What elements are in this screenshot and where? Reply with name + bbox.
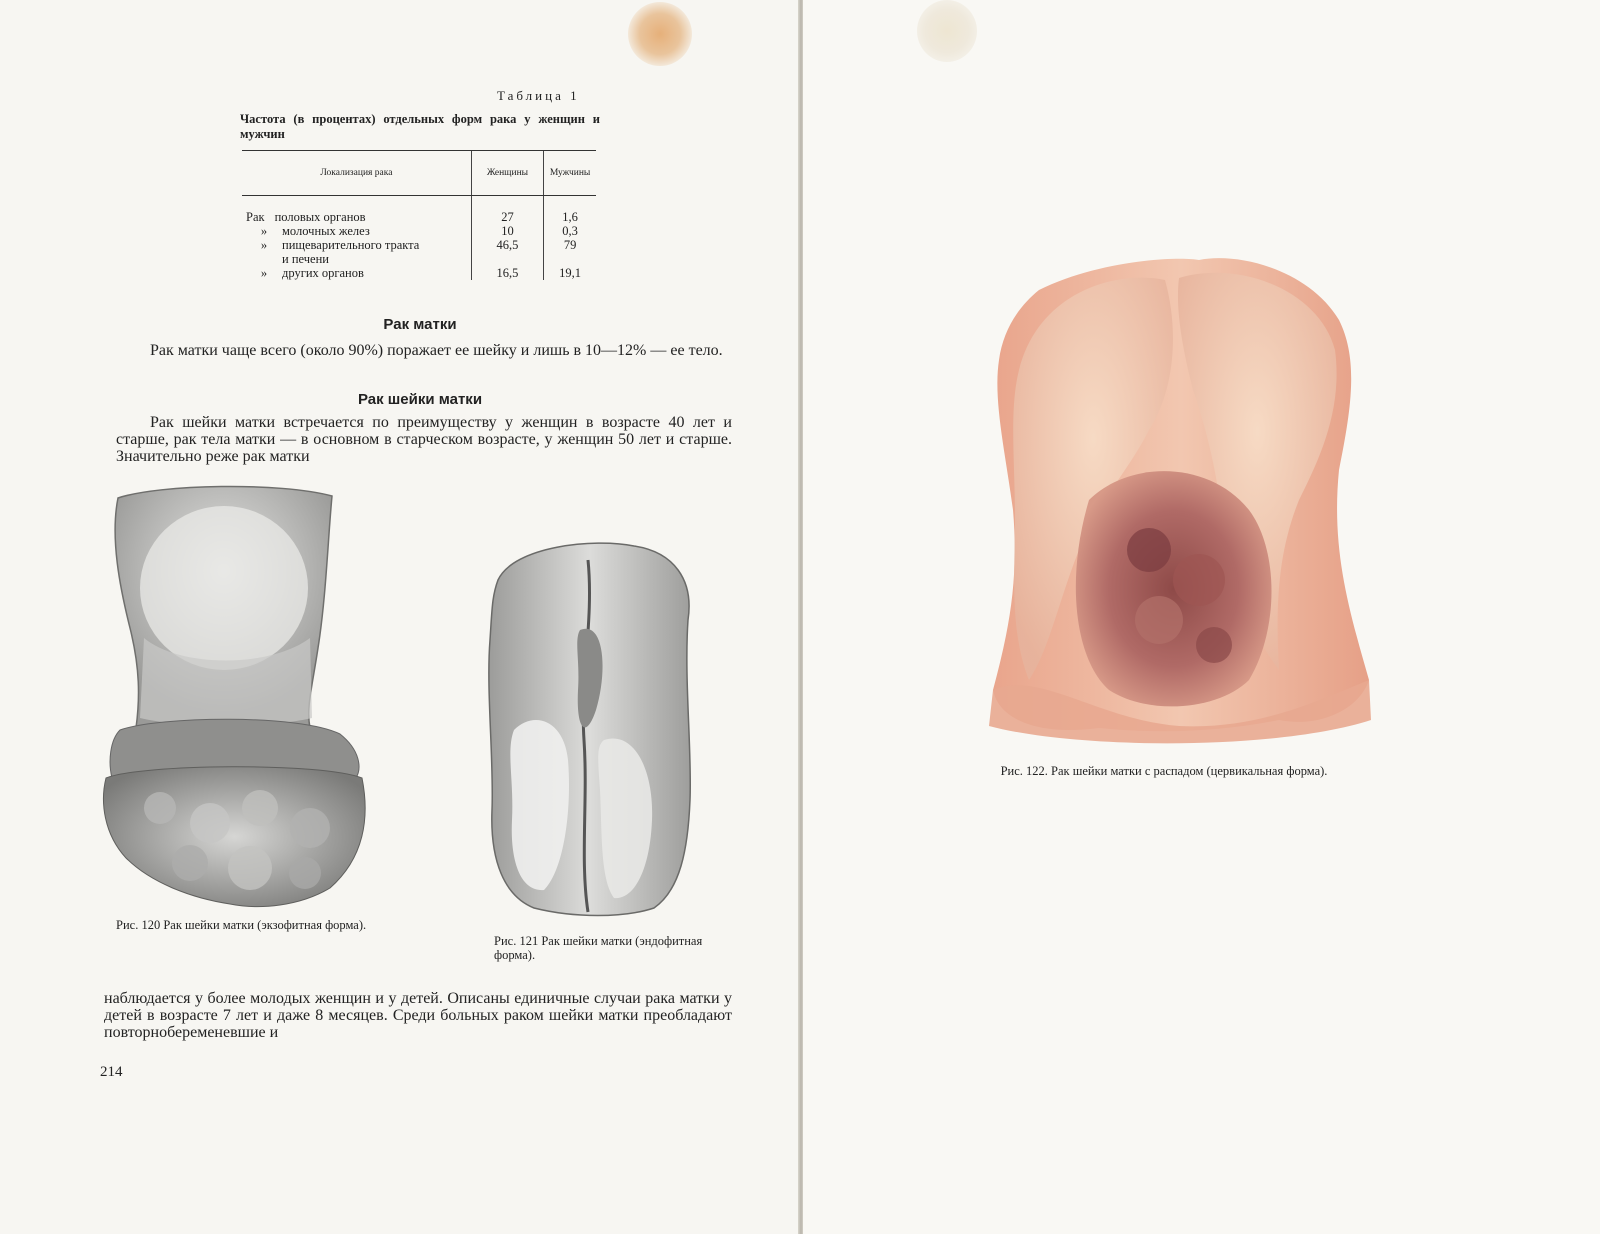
- section-heading-cervical-cancer: Рак шейки матки: [357, 391, 483, 408]
- row-label: пищеварительного тракта: [282, 238, 420, 252]
- table-header-localization: Локализация рака: [242, 151, 471, 196]
- row-label: половых органов: [274, 210, 366, 224]
- figure-122-illustration: [979, 250, 1379, 750]
- table-row: [242, 224, 596, 238]
- figure-120-illustration: [100, 478, 372, 910]
- page-number: 214: [100, 1064, 123, 1080]
- cell-women: 16,5: [471, 266, 543, 280]
- cell-women: 27: [471, 196, 543, 225]
- figure-121-caption: Рис. 121 Рак шейки матки (эндофитная форма).: [494, 934, 703, 962]
- table-header-women: Женщины: [471, 151, 543, 196]
- section-heading-uterine-cancer: Рак матки: [383, 316, 457, 333]
- cell-women: 10: [471, 224, 543, 238]
- row-label: и печени: [282, 252, 329, 266]
- right-page: [803, 0, 1600, 1234]
- row-marker: »: [260, 224, 268, 238]
- figure-122-caption: Рис. 122. Рак шейки матки с распадом (цервикальная форма).: [1000, 764, 1328, 778]
- table-row: [242, 266, 596, 280]
- table-row: [242, 252, 596, 266]
- exophytic-cervix-drawing: [100, 478, 372, 910]
- figure-121-illustration: [484, 540, 708, 920]
- cell-men: 79: [544, 238, 596, 252]
- row-label: других органов: [282, 266, 364, 280]
- cancer-frequency-table: [242, 150, 596, 280]
- paper-stain: [917, 0, 977, 62]
- row-label: молочных желез: [282, 224, 370, 238]
- row-marker: »: [260, 266, 268, 280]
- table-caption: Частота (в процентах) отдельных форм рака у женщин и мужчин: [240, 112, 600, 141]
- cell-men: 0,3: [544, 224, 596, 238]
- table-row: [242, 196, 596, 225]
- cell-men: 19,1: [544, 266, 596, 280]
- continuation-paragraph: наблюдается у более молодых женщин и у детей. Описаны единичные случаи рака матки у детей в возрасте 7 лет и даже 8 месяцев. Среди больных раком шейки матки преобладают повторнобеременевшие и: [104, 990, 732, 1041]
- cell-women: [471, 252, 543, 266]
- endophytic-cervix-drawing: [484, 540, 708, 920]
- row-marker: Рак: [246, 210, 265, 224]
- cell-women: 46,5: [471, 238, 543, 252]
- paper-stain: [628, 2, 692, 66]
- cervical-cancer-color-plate: [979, 250, 1379, 750]
- cell-men: [544, 252, 596, 266]
- figure-120-caption: Рис. 120 Рак шейки матки (экзофитная форма).: [116, 918, 367, 932]
- section2-paragraph: Рак шейки матки встречается по преимуществу у женщин в возрасте 40 лет и старше, рак тела матки — в основном в старческом возрасте, у женщин 50 лет и старше. Значительно реже рак матки: [116, 414, 732, 465]
- row-marker: »: [260, 238, 268, 252]
- table-header-men: Мужчины: [544, 151, 596, 196]
- table-label: Таблица 1: [497, 88, 580, 103]
- cell-men: 1,6: [544, 196, 596, 225]
- table-row: [242, 238, 596, 252]
- section1-paragraph: Рак матки чаще всего (около 90%) поражает ее шейку и лишь в 10—12% — ее тело.: [150, 342, 723, 359]
